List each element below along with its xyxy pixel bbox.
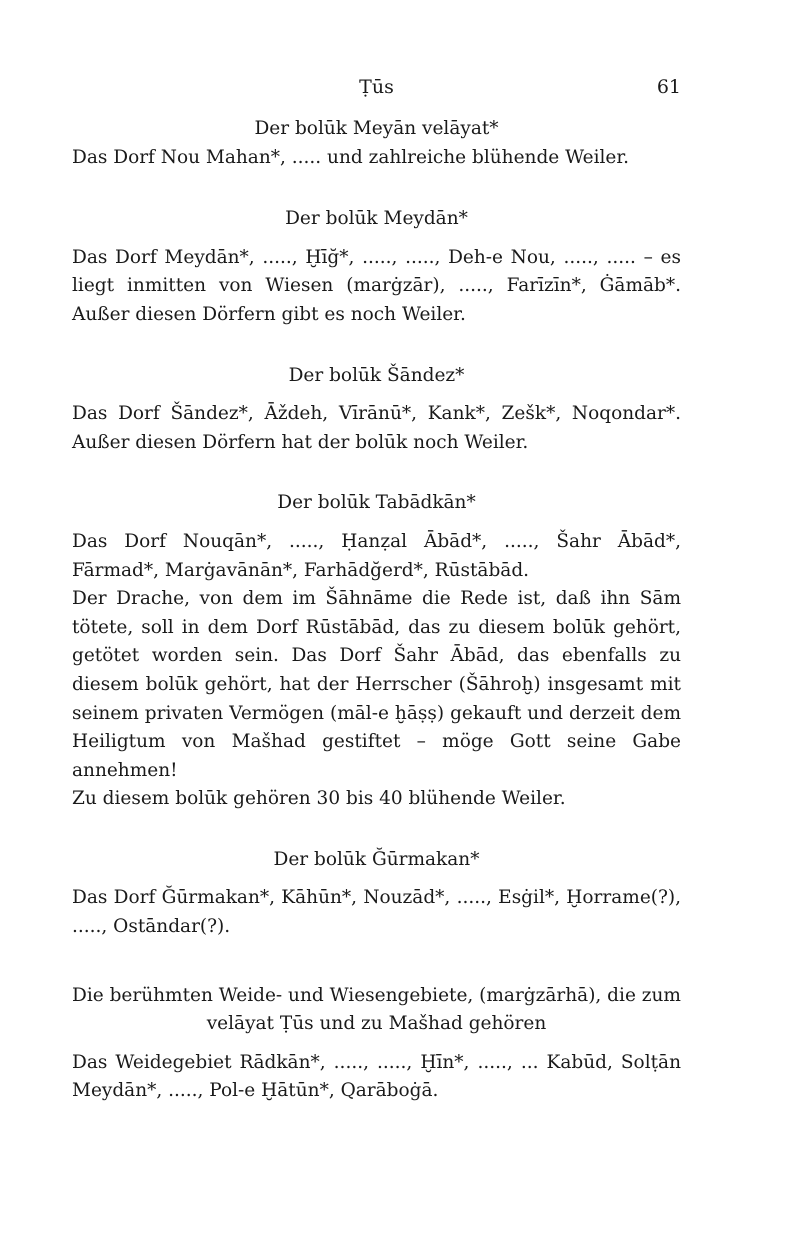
section-paragraph: Das Dorf Ğūrmakan*, Kāhūn*, Nouzād*, ....., Esġil*, Ḫorrame(?), ....., Ostāndar(?). <box>72 887 681 938</box>
section-heading: Die berühmten Weide- und Wiesengebiete, (marġzārhā), die zum velāyat Ṭūs und zu Mašhad gehören <box>72 984 681 1035</box>
section-paragraph: Der Drache, von dem im Šāhnāme die Rede ist, daß ihn Sām tötete, soll in dem Dorf Rūstābād, das zu diesem bolūk gehört, getötet worden sein. Das Dorf Šahr Ābād, das ebenfalls zu diesem bolūk gehört, hat der Herrscher (Šāhroḫ) insgesamt mit seinem privaten Vermögen (māl-e ḫāṣṣ) gekauft und derzeit dem Heiligtum von Mašhad gestiftet – möge Gott seine Gabe annehmen! <box>72 588 681 781</box>
section-paragraph: Das Dorf Nou Mahan*, ..... und zahlreiche blühende Weiler. <box>72 146 630 168</box>
section-sandez <box>72 362 681 458</box>
section-paragraph: Das Dorf Šāndez*, Āždeh, Vīrānū*, Kank*, Zešk*, Noqondar*. Außer diesen Dörfern hat der bolūk noch Weiler. <box>72 403 681 453</box>
section-gurmakan <box>72 846 681 942</box>
section-heading: Der bolūk Tabādkān* <box>277 492 476 514</box>
section-paragraph: Zu diesem bolūk gehören 30 bis 40 blühende Weiler. <box>72 788 566 810</box>
page-body <box>72 115 681 1106</box>
page-header <box>72 76 681 104</box>
section-heading: Der bolūk Meydān* <box>285 208 468 230</box>
section-heading: Der bolūk Meyān velāyat* <box>254 118 499 139</box>
running-title: Ṭūs <box>359 76 394 98</box>
section-heading: Der bolūk Ğūrmakan* <box>273 848 480 870</box>
section-paragraph: Das Weidegebiet Rādkān*, ....., ....., Ḫīn*, ....., ... Kabūd, Solṭān Meydān*, ....., Pol-e Ḫātūn*, Qarāboġā. <box>72 1051 681 1102</box>
section-meyan <box>72 115 681 172</box>
section-heading: Der bolūk Šāndez* <box>288 364 465 386</box>
page-number: 61 <box>656 76 681 98</box>
section-tabadkan <box>72 489 681 814</box>
section-weidegebiete <box>72 982 681 1106</box>
section-paragraph: Das Dorf Nouqān*, ....., Ḥanẓal Ābād*, ....., Šahr Ābād*, Fārmad*, Marġavānān*, Farhādğerd*, Rūstābād. <box>72 530 681 581</box>
section-paragraph: Das Dorf Meydān*, ....., Ḫīğ*, ....., ....., Deh-e Nou, ....., ..... – es liegt inmitten von Wiesen (marġzār), ....., Farīzīn*, Ġāmāb*. Außer diesen Dörfern gibt es noch Weiler. <box>72 246 681 325</box>
section-meydan <box>72 205 681 329</box>
